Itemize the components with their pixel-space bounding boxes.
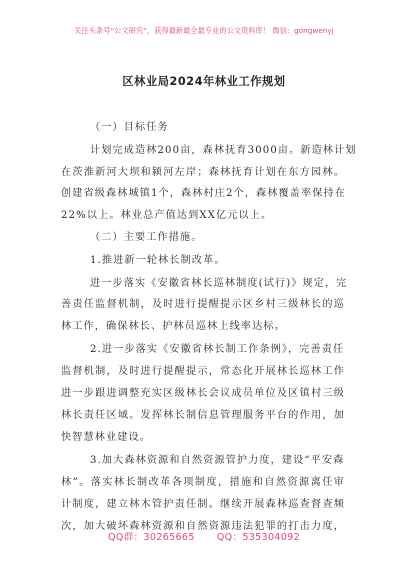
paragraph-line: 计划完成造林200亩，森林抚育3000亩。新造林计划 bbox=[90, 145, 357, 156]
item-heading: 2.进一步落实《安徽省林长制工作条例》，完善责任 bbox=[90, 344, 345, 355]
section-heading-measures: （二）主要工作措施。 bbox=[90, 232, 203, 243]
paragraph-line: 善责任监督机制，及时进行提醒提示区乡村三级林长的巡 bbox=[61, 299, 345, 310]
paragraph-line: 在茨淮新河大坝和颍河左岸；森林抚育计划在东方园林。 bbox=[61, 167, 345, 178]
paragraph-line: 监督机制，及时进行提醒提示，常态化开展林长巡林工作 bbox=[61, 366, 345, 377]
item-heading: 3.加大森林资源和自然资源管护力度，建设“平安森 bbox=[90, 455, 345, 466]
paragraph-line: 林”。落实林长制改革各项制度，措施和自然资源离任审 bbox=[61, 477, 345, 488]
paragraph-line: 林长责任区域。发挥林长制信息管理服务平台的作用，加 bbox=[61, 410, 345, 421]
paragraph-line: 计制度，建立林木管护责任制。继续开展森林巡查督查频 bbox=[61, 499, 345, 510]
paragraph-line: 次，加大破坏森林资源和自然资源违法犯罪的打击力度， bbox=[61, 521, 345, 532]
paragraph-line: 林工作，确保林长、护林员巡林上线率达标。 bbox=[61, 321, 286, 332]
header-notice: 关注头条号“公文研究”，获得最新最全最专业的公文资料库！ 微信：gongwenyj bbox=[74, 26, 334, 35]
paragraph-line: 22%以上。林业总产值达到XX亿元以上。 bbox=[61, 210, 273, 221]
paragraph-line: 进一步跟进调整充实区级林长会议成员单位及区镇村三级 bbox=[61, 388, 345, 399]
item-heading: 1.推进新一轮林长制改革。 bbox=[90, 255, 226, 266]
footer-contacts bbox=[0, 531, 408, 545]
paragraph-line: 创建省级森林城镇1个，森林村庄2个，森林覆盖率保持在 bbox=[61, 188, 346, 199]
paragraph-line: 进一步落实《安徽省林长巡林制度(试行)》规定，完 bbox=[90, 278, 348, 289]
section-heading-goals: （一）目标任务 bbox=[90, 122, 169, 133]
paragraph-line: 快智慧林业建设。 bbox=[61, 432, 151, 443]
document-title: 区林业局2024年林业工作规划 bbox=[122, 75, 286, 88]
footer-qq: QQ：535304092 bbox=[216, 532, 300, 543]
footer-qq-group: QQ群：30265665 bbox=[108, 532, 195, 543]
